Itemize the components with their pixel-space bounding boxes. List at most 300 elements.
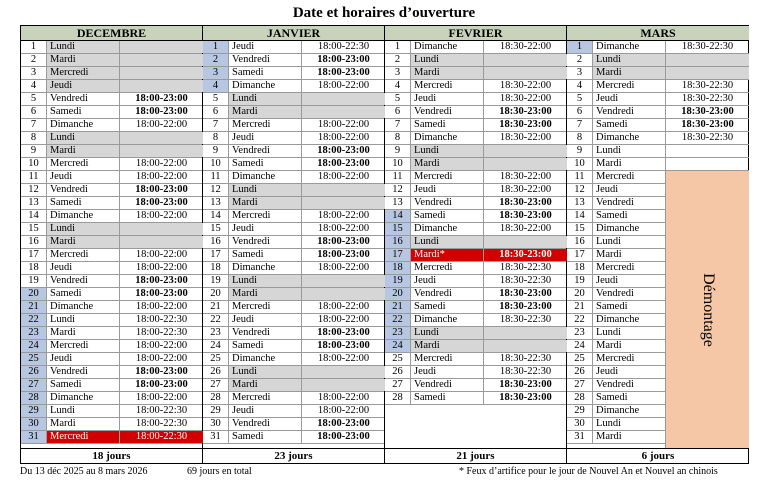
day-row bbox=[203, 262, 384, 275]
day-row bbox=[385, 262, 566, 275]
day-row bbox=[385, 353, 566, 366]
day-name: Vendredi bbox=[50, 366, 88, 377]
day-number: 30 bbox=[21, 418, 47, 430]
day-row bbox=[21, 184, 202, 197]
day-number: 19 bbox=[385, 275, 411, 287]
opening-hours: 18:00-22:00 bbox=[301, 119, 385, 131]
day-row bbox=[203, 353, 384, 366]
day-row bbox=[203, 249, 384, 262]
day-name: Vendredi bbox=[232, 418, 270, 429]
opening-hours: 18:00-22:00 bbox=[301, 223, 385, 235]
opening-hours: 18:30-22:30 bbox=[483, 275, 567, 287]
day-row bbox=[203, 184, 384, 197]
day-row bbox=[567, 93, 749, 106]
day-number: 13 bbox=[385, 197, 411, 209]
day-row bbox=[21, 41, 202, 54]
day-number: 24 bbox=[203, 340, 229, 352]
day-row bbox=[567, 80, 749, 93]
day-name: Mercredi bbox=[596, 262, 635, 273]
day-number: 15 bbox=[203, 223, 229, 235]
opening-hours: 18:30-22:00 bbox=[483, 93, 567, 105]
day-number: 23 bbox=[385, 327, 411, 339]
day-row bbox=[567, 119, 749, 132]
day-row bbox=[21, 327, 202, 340]
day-name: Mardi bbox=[229, 197, 301, 209]
day-row bbox=[21, 405, 202, 418]
opening-hours bbox=[483, 327, 567, 339]
opening-hours bbox=[119, 41, 203, 53]
opening-hours: 18:00-22:00 bbox=[301, 314, 385, 326]
day-number: 6 bbox=[385, 106, 411, 118]
day-number: 13 bbox=[203, 197, 229, 209]
opening-hours: 18:00-22:00 bbox=[301, 262, 385, 274]
day-number: 9 bbox=[203, 145, 229, 157]
day-name: Vendredi bbox=[596, 379, 634, 390]
day-name: Vendredi bbox=[414, 106, 452, 117]
day-name: Mercredi bbox=[50, 340, 89, 351]
opening-hours bbox=[483, 145, 567, 157]
day-name: Jeudi bbox=[232, 132, 255, 143]
day-row bbox=[385, 223, 566, 236]
opening-hours: 18:00-23:00 bbox=[301, 67, 385, 79]
day-number: 15 bbox=[385, 223, 411, 235]
day-row bbox=[567, 41, 749, 54]
opening-hours: 18:00-23:00 bbox=[119, 106, 203, 118]
day-name: Lundi bbox=[596, 327, 622, 338]
day-number: 28 bbox=[203, 392, 229, 404]
day-name: Lundi bbox=[596, 236, 622, 247]
opening-hours: 18:30-22:00 bbox=[483, 80, 567, 92]
day-row bbox=[203, 418, 384, 431]
day-number: 2 bbox=[21, 54, 47, 66]
opening-hours: 18:30-22:00 bbox=[483, 132, 567, 144]
opening-hours: 18:00-22:00 bbox=[301, 392, 385, 404]
day-name: Mardi bbox=[47, 54, 119, 66]
opening-hours: 18:00-22:00 bbox=[301, 353, 385, 365]
day-number: 5 bbox=[21, 93, 47, 105]
day-number: 10 bbox=[385, 158, 411, 170]
day-name: Mardi bbox=[47, 145, 119, 157]
opening-hours: 18:30-22:30 bbox=[483, 353, 567, 365]
day-name: Dimanche bbox=[414, 314, 458, 325]
month-column-decembre bbox=[21, 26, 203, 463]
opening-hours: 18:00-22:00 bbox=[119, 158, 203, 170]
day-name: Lundi bbox=[411, 327, 483, 339]
day-number: 12 bbox=[567, 184, 593, 196]
day-row bbox=[385, 67, 566, 80]
day-number: 1 bbox=[567, 41, 593, 53]
day-number: 2 bbox=[203, 54, 229, 66]
day-number: 6 bbox=[567, 106, 593, 118]
day-number: 25 bbox=[385, 353, 411, 365]
month-header: MARS bbox=[567, 26, 749, 41]
day-row bbox=[21, 249, 202, 262]
page-title: Date et horaires d’ouverture bbox=[292, 5, 476, 21]
day-name: Mercredi bbox=[47, 67, 119, 79]
day-row bbox=[385, 210, 566, 223]
day-number: 28 bbox=[21, 392, 47, 404]
month-total: 18 jours bbox=[21, 448, 202, 463]
day-number: 12 bbox=[203, 184, 229, 196]
day-number: 29 bbox=[203, 405, 229, 417]
month-column-mars bbox=[567, 26, 749, 463]
day-number: 24 bbox=[385, 340, 411, 352]
day-name: Dimanche bbox=[232, 262, 276, 273]
day-row bbox=[385, 236, 566, 249]
day-name: Samedi bbox=[414, 119, 446, 130]
day-row bbox=[385, 80, 566, 93]
day-name: Lundi bbox=[411, 54, 483, 66]
day-number: 11 bbox=[567, 171, 593, 183]
day-row bbox=[21, 340, 202, 353]
day-number: 1 bbox=[21, 41, 47, 53]
opening-hours: 18:30-22:30 bbox=[483, 262, 567, 274]
day-name: Jeudi bbox=[414, 184, 437, 195]
day-name: Vendredi bbox=[596, 288, 634, 299]
opening-hours: 18:00-22:30 bbox=[119, 418, 203, 430]
day-number: 18 bbox=[567, 262, 593, 274]
opening-hours: 18:30-22:30 bbox=[665, 93, 749, 105]
day-name: Dimanche bbox=[232, 353, 276, 364]
day-name: Lundi bbox=[47, 223, 119, 235]
day-row bbox=[203, 67, 384, 80]
day-number: 16 bbox=[203, 236, 229, 248]
total-days-note: 69 jours en total bbox=[187, 466, 252, 477]
day-number: 8 bbox=[21, 132, 47, 144]
opening-hours: 18:30-22:30 bbox=[483, 314, 567, 326]
day-name: Jeudi bbox=[596, 275, 619, 286]
opening-hours: 18:30-22:30 bbox=[665, 41, 749, 53]
day-row bbox=[21, 431, 202, 444]
day-name: Jeudi bbox=[596, 366, 619, 377]
day-name: Lundi bbox=[47, 132, 119, 144]
day-number: 25 bbox=[567, 353, 593, 365]
day-row bbox=[21, 132, 202, 145]
day-name: Mardi bbox=[596, 431, 622, 442]
day-number: 14 bbox=[385, 210, 411, 222]
day-number: 17 bbox=[385, 249, 411, 261]
opening-hours: 18:00-23:00 bbox=[301, 418, 385, 430]
opening-hours bbox=[119, 80, 203, 92]
day-number: 20 bbox=[385, 288, 411, 300]
day-row bbox=[203, 132, 384, 145]
opening-hours: 18:30-23:00 bbox=[483, 288, 567, 300]
day-row bbox=[21, 392, 202, 405]
opening-hours: 18:00-23:00 bbox=[301, 431, 385, 443]
opening-hours bbox=[301, 106, 385, 118]
day-name: Jeudi bbox=[596, 93, 619, 104]
day-name: Jeudi bbox=[50, 262, 73, 273]
day-number: 29 bbox=[567, 405, 593, 417]
day-row bbox=[567, 132, 749, 145]
day-name: Mercredi bbox=[50, 158, 89, 169]
opening-hours: 18:00-22:00 bbox=[119, 210, 203, 222]
day-name: Vendredi bbox=[596, 197, 634, 208]
opening-hours: 18:00-23:00 bbox=[119, 184, 203, 196]
opening-hours bbox=[483, 158, 567, 170]
opening-hours: 18:30-23:00 bbox=[483, 249, 567, 261]
day-name: Samedi bbox=[414, 392, 446, 403]
day-number: 24 bbox=[567, 340, 593, 352]
day-name: Lundi bbox=[50, 314, 76, 325]
day-number: 2 bbox=[567, 54, 593, 66]
day-row bbox=[203, 314, 384, 327]
opening-hours: 18:00-22:30 bbox=[119, 327, 203, 339]
day-name: Samedi bbox=[414, 210, 446, 221]
opening-hours: 18:30-23:00 bbox=[665, 119, 749, 131]
day-row bbox=[203, 327, 384, 340]
day-number: 10 bbox=[203, 158, 229, 170]
day-row bbox=[385, 54, 566, 67]
day-name: Mercredi bbox=[232, 210, 271, 221]
day-number: 21 bbox=[21, 301, 47, 313]
day-number: 20 bbox=[21, 288, 47, 300]
opening-hours: 18:00-22:30 bbox=[119, 431, 203, 443]
opening-hours: 18:30-23:00 bbox=[483, 392, 567, 404]
day-number: 25 bbox=[203, 353, 229, 365]
day-row bbox=[21, 210, 202, 223]
day-name: Mardi bbox=[229, 106, 301, 118]
day-number: 26 bbox=[385, 366, 411, 378]
day-name: Lundi bbox=[229, 184, 301, 196]
day-number: 7 bbox=[21, 119, 47, 131]
opening-hours bbox=[483, 67, 567, 79]
day-row bbox=[21, 158, 202, 171]
day-row bbox=[567, 67, 749, 80]
day-name: Lundi bbox=[50, 405, 76, 416]
day-name: Mardi bbox=[47, 236, 119, 248]
day-name: Dimanche bbox=[414, 223, 458, 234]
opening-hours bbox=[483, 340, 567, 352]
day-name: Vendredi bbox=[50, 275, 88, 286]
day-number: 7 bbox=[385, 119, 411, 131]
opening-hours: 18:00-23:00 bbox=[301, 249, 385, 261]
day-number: 14 bbox=[567, 210, 593, 222]
day-number: 14 bbox=[203, 210, 229, 222]
day-number: 4 bbox=[21, 80, 47, 92]
day-name: Dimanche bbox=[596, 223, 640, 234]
day-number: 23 bbox=[21, 327, 47, 339]
day-name: Mercredi bbox=[414, 80, 453, 91]
day-number: 4 bbox=[385, 80, 411, 92]
day-number: 27 bbox=[21, 379, 47, 391]
opening-hours: 18:00-22:00 bbox=[119, 171, 203, 183]
day-number: 12 bbox=[385, 184, 411, 196]
day-number: 16 bbox=[567, 236, 593, 248]
day-name: Vendredi bbox=[50, 184, 88, 195]
day-row bbox=[203, 41, 384, 54]
day-row bbox=[21, 262, 202, 275]
day-row bbox=[385, 275, 566, 288]
day-row bbox=[203, 145, 384, 158]
opening-hours: 18:00-22:00 bbox=[119, 249, 203, 261]
opening-hours bbox=[665, 145, 749, 157]
day-name: Mardi bbox=[229, 288, 301, 300]
day-name: Mardi bbox=[229, 379, 301, 391]
day-name: Samedi bbox=[232, 340, 264, 351]
day-name: Dimanche bbox=[414, 132, 458, 143]
day-number: 8 bbox=[203, 132, 229, 144]
day-number: 27 bbox=[385, 379, 411, 391]
day-number: 1 bbox=[203, 41, 229, 53]
opening-hours bbox=[665, 158, 749, 170]
day-name: Mardi bbox=[50, 327, 76, 338]
month-column-janvier bbox=[203, 26, 385, 463]
day-number: 22 bbox=[385, 314, 411, 326]
day-name: Mardi bbox=[596, 340, 622, 351]
day-number: 11 bbox=[203, 171, 229, 183]
day-name: Jeudi bbox=[47, 80, 119, 92]
day-number: 3 bbox=[567, 67, 593, 79]
opening-hours: 18:00-22:00 bbox=[119, 119, 203, 131]
month-header: DECEMBRE bbox=[21, 26, 202, 41]
day-number: 8 bbox=[385, 132, 411, 144]
day-name: Samedi bbox=[414, 301, 446, 312]
day-row bbox=[21, 353, 202, 366]
opening-hours: 18:00-22:00 bbox=[119, 353, 203, 365]
day-row bbox=[203, 340, 384, 353]
day-name: Jeudi bbox=[232, 223, 255, 234]
day-name: Dimanche bbox=[50, 210, 94, 221]
day-name: Samedi bbox=[50, 106, 82, 117]
day-name: Vendredi bbox=[232, 145, 270, 156]
day-number: 22 bbox=[567, 314, 593, 326]
opening-hours: 18:00-22:00 bbox=[119, 340, 203, 352]
opening-hours: 18:30-22:30 bbox=[483, 366, 567, 378]
day-row bbox=[385, 379, 566, 392]
fireworks-note: * Feux d’artifice pour le jour de Nouvel An et Nouvel an chinois bbox=[459, 466, 718, 477]
day-number: 18 bbox=[21, 262, 47, 274]
opening-hours: 18:00-23:00 bbox=[119, 93, 203, 105]
opening-hours: 18:30-23:00 bbox=[665, 106, 749, 118]
day-row bbox=[21, 106, 202, 119]
day-number: 15 bbox=[567, 223, 593, 235]
opening-hours: 18:30-22:00 bbox=[483, 223, 567, 235]
day-row bbox=[385, 288, 566, 301]
day-number: 17 bbox=[21, 249, 47, 261]
day-name: Mardi bbox=[50, 418, 76, 429]
day-row bbox=[385, 249, 566, 262]
demontage-block bbox=[665, 171, 749, 448]
opening-hours bbox=[301, 379, 385, 391]
day-row bbox=[385, 41, 566, 54]
day-number: 20 bbox=[567, 288, 593, 300]
month-total: 21 jours bbox=[385, 448, 566, 463]
day-row bbox=[203, 236, 384, 249]
day-name: Dimanche bbox=[596, 405, 640, 416]
day-number: 10 bbox=[21, 158, 47, 170]
day-row bbox=[203, 210, 384, 223]
day-row bbox=[203, 288, 384, 301]
opening-hours: 18:00-23:00 bbox=[301, 340, 385, 352]
day-number: 16 bbox=[21, 236, 47, 248]
opening-hours bbox=[301, 366, 385, 378]
day-name: Dimanche bbox=[232, 80, 276, 91]
demontage-label: Démontage bbox=[699, 272, 717, 347]
day-name: Samedi bbox=[232, 67, 264, 78]
day-number: 31 bbox=[567, 431, 593, 443]
day-row bbox=[385, 171, 566, 184]
month-header: FEVRIER bbox=[385, 26, 566, 41]
opening-hours: 18:00-23:00 bbox=[301, 145, 385, 157]
day-name: Dimanche bbox=[50, 301, 94, 312]
day-name: Samedi bbox=[232, 158, 264, 169]
day-row bbox=[203, 171, 384, 184]
day-row bbox=[385, 366, 566, 379]
opening-hours bbox=[301, 288, 385, 300]
day-number: 21 bbox=[567, 301, 593, 313]
day-number: 30 bbox=[203, 418, 229, 430]
day-number: 12 bbox=[21, 184, 47, 196]
day-name: Mardi bbox=[593, 67, 665, 79]
day-name: Vendredi bbox=[232, 54, 270, 65]
day-number: 7 bbox=[203, 119, 229, 131]
day-name: Vendredi bbox=[232, 327, 270, 338]
opening-hours: 18:00-22:30 bbox=[119, 405, 203, 417]
day-number: 17 bbox=[203, 249, 229, 261]
opening-hours: 18:00-23:00 bbox=[301, 236, 385, 248]
opening-hours: 18:30-23:00 bbox=[483, 301, 567, 313]
day-name: Samedi bbox=[50, 379, 82, 390]
day-row bbox=[203, 405, 384, 418]
day-number: 9 bbox=[21, 145, 47, 157]
day-row bbox=[21, 301, 202, 314]
opening-hours: 18:30-23:00 bbox=[483, 197, 567, 209]
day-row bbox=[385, 301, 566, 314]
day-number: 5 bbox=[385, 93, 411, 105]
day-name: Jeudi bbox=[596, 184, 619, 195]
day-number: 4 bbox=[567, 80, 593, 92]
day-number: 21 bbox=[385, 301, 411, 313]
day-name: Dimanche bbox=[414, 41, 458, 52]
day-row bbox=[203, 379, 384, 392]
day-name: Jeudi bbox=[414, 275, 437, 286]
month-total: 23 jours bbox=[203, 448, 384, 463]
day-row bbox=[21, 236, 202, 249]
day-number: 31 bbox=[21, 431, 47, 443]
day-row bbox=[203, 392, 384, 405]
opening-hours: 18:00-23:00 bbox=[301, 54, 385, 66]
day-number: 4 bbox=[203, 80, 229, 92]
month-header: JANVIER bbox=[203, 26, 384, 41]
day-name: Mercredi bbox=[414, 171, 453, 182]
opening-hours bbox=[665, 67, 749, 79]
day-row bbox=[203, 301, 384, 314]
opening-hours: 18:30-22:30 bbox=[665, 80, 749, 92]
day-name: Mardi bbox=[411, 340, 483, 352]
opening-hours: 18:00-22:00 bbox=[119, 262, 203, 274]
day-name: Mercredi bbox=[50, 249, 89, 260]
day-row bbox=[21, 379, 202, 392]
day-row bbox=[21, 223, 202, 236]
opening-hours bbox=[301, 197, 385, 209]
day-row bbox=[203, 223, 384, 236]
day-row bbox=[385, 106, 566, 119]
day-row bbox=[203, 158, 384, 171]
day-number: 8 bbox=[567, 132, 593, 144]
day-name: Mardi bbox=[596, 158, 622, 169]
month-total: 6 jours bbox=[567, 448, 749, 463]
opening-hours bbox=[119, 67, 203, 79]
day-number: 1 bbox=[385, 41, 411, 53]
day-row bbox=[385, 340, 566, 353]
day-name: Jeudi bbox=[414, 93, 437, 104]
day-row bbox=[203, 275, 384, 288]
day-number: 26 bbox=[567, 366, 593, 378]
day-name: Vendredi bbox=[414, 288, 452, 299]
day-row bbox=[385, 93, 566, 106]
opening-hours bbox=[483, 54, 567, 66]
